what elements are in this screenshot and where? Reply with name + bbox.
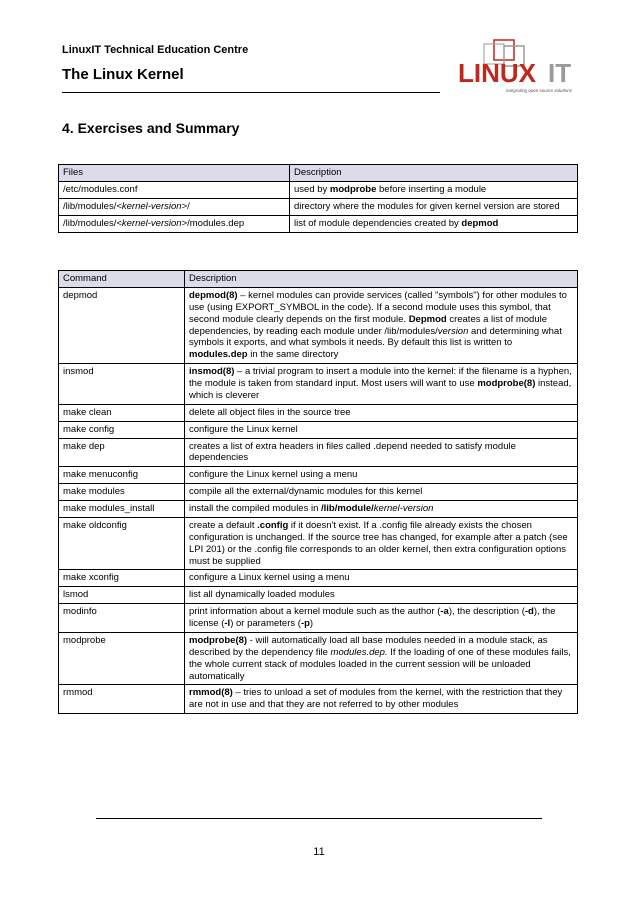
table-row: [59, 467, 578, 484]
description-cell: delete all object files in the source tree: [185, 404, 578, 421]
logo-main-text: LINUX: [458, 58, 536, 88]
page-number: 11: [313, 846, 325, 858]
document-title: The Linux Kernel: [62, 66, 184, 83]
linuxit-logo: [456, 38, 586, 98]
command-cell: depmod: [59, 287, 185, 363]
table-row: [59, 587, 578, 604]
command-cell: make oldconfig: [59, 517, 185, 570]
column-header-description: Description: [185, 271, 578, 288]
table-row: [59, 181, 578, 198]
command-cell: modprobe: [59, 632, 185, 685]
table-row: [59, 438, 578, 467]
table-row: [59, 570, 578, 587]
description-cell: configure the Linux kernel using a menu: [185, 467, 578, 484]
files-table-header-row: [59, 165, 578, 182]
command-cell: make menuconfig: [59, 467, 185, 484]
command-cell: lsmod: [59, 587, 185, 604]
description-cell: used by modprobe before inserting a module: [290, 181, 578, 198]
description-cell: create a default .config if it doesn't exist. If a .config file already exists the chosen configuration is unchanged. If the source tree has changed, for example after a patch (see LPI 201) or the .config file corresponds to an older kernel, then extra configuration options must be supplied: [185, 517, 578, 570]
command-cell: modinfo: [59, 604, 185, 633]
description-cell: configure the Linux kernel: [185, 421, 578, 438]
description-cell: configure a Linux kernel using a menu: [185, 570, 578, 587]
table-row: [59, 484, 578, 501]
description-cell: insmod(8) – a trivial program to insert a module into the kernel: if the filename is a hyphen, the module is taken from standard input. Most users will want to use modprobe(8) instead, which is cleverer: [185, 364, 578, 405]
commands-table-body: [59, 287, 578, 713]
table-row: [59, 364, 578, 405]
description-cell: compile all the external/dynamic modules for this kernel: [185, 484, 578, 501]
description-cell: list all dynamically loaded modules: [185, 587, 578, 604]
command-cell: make xconfig: [59, 570, 185, 587]
table-row: [59, 198, 578, 215]
description-cell: modprobe(8) - will automatically load all base modules needed in a module stack, as described by the dependency file modules.dep. If the loading of one of these modules fails, the whole current stack of modules loaded in the current session will be unloaded automatically: [185, 632, 578, 685]
description-cell: print information about a kernel module such as the author (-a), the description (-d), the license (-l) or parameters (-p): [185, 604, 578, 633]
table-row: [59, 632, 578, 685]
organization-name: LinuxIT Technical Education Centre: [62, 44, 249, 56]
description-cell: list of module dependencies created by depmod: [290, 215, 578, 232]
file-cell: /lib/modules/<kernel-version>/: [59, 198, 290, 215]
table-row: [59, 501, 578, 518]
description-cell: creates a list of extra headers in files called .depend needed to satisfy module dependencies: [185, 438, 578, 467]
column-header-files: Files: [59, 165, 290, 182]
description-cell: install the compiled modules in /lib/module/kernel-version: [185, 501, 578, 518]
table-row: [59, 215, 578, 232]
file-cell: /etc/modules.conf: [59, 181, 290, 198]
command-cell: make clean: [59, 404, 185, 421]
section-title: 4. Exercises and Summary: [62, 120, 240, 136]
command-cell: make modules_install: [59, 501, 185, 518]
files-table: [58, 164, 578, 233]
description-cell: directory where the modules for given kernel version are stored: [290, 198, 578, 215]
table-row: [59, 287, 578, 363]
commands-table: [58, 270, 578, 714]
table-row: [59, 404, 578, 421]
commands-table-header-row: [59, 271, 578, 288]
description-cell: depmod(8) – kernel modules can provide services (called "symbols") for other modules to use (using EXPORT_SYMBOL in the code). If a second module uses this symbol, that second module clearly depends on the first module. Depmod creates a list of module dependencies, by reading each module under /lib/modules/version and determining what symbols it exports, and what symbols it needs. By default this list is written to modules.dep in the same directory: [185, 287, 578, 363]
logo-it-text: IT: [548, 58, 572, 88]
command-cell: make dep: [59, 438, 185, 467]
file-cell: /lib/modules/<kernel-version>/modules.dep: [59, 215, 290, 232]
table-row: [59, 604, 578, 633]
command-cell: make modules: [59, 484, 185, 501]
description-cell: rmmod(8) – tries to unload a set of modules from the kernel, with the restriction that they are not in use and that they are not referred to by other modules: [185, 685, 578, 714]
footer-rule: [96, 818, 542, 819]
table-row: [59, 685, 578, 714]
command-cell: insmod: [59, 364, 185, 405]
table-row: [59, 517, 578, 570]
header-rule: [62, 92, 440, 93]
column-header-description: Description: [290, 165, 578, 182]
table-row: [59, 421, 578, 438]
command-cell: make config: [59, 421, 185, 438]
column-header-command: Command: [59, 271, 185, 288]
command-cell: rmmod: [59, 685, 185, 714]
logo-tagline: integrating open source solutions: [506, 88, 573, 93]
